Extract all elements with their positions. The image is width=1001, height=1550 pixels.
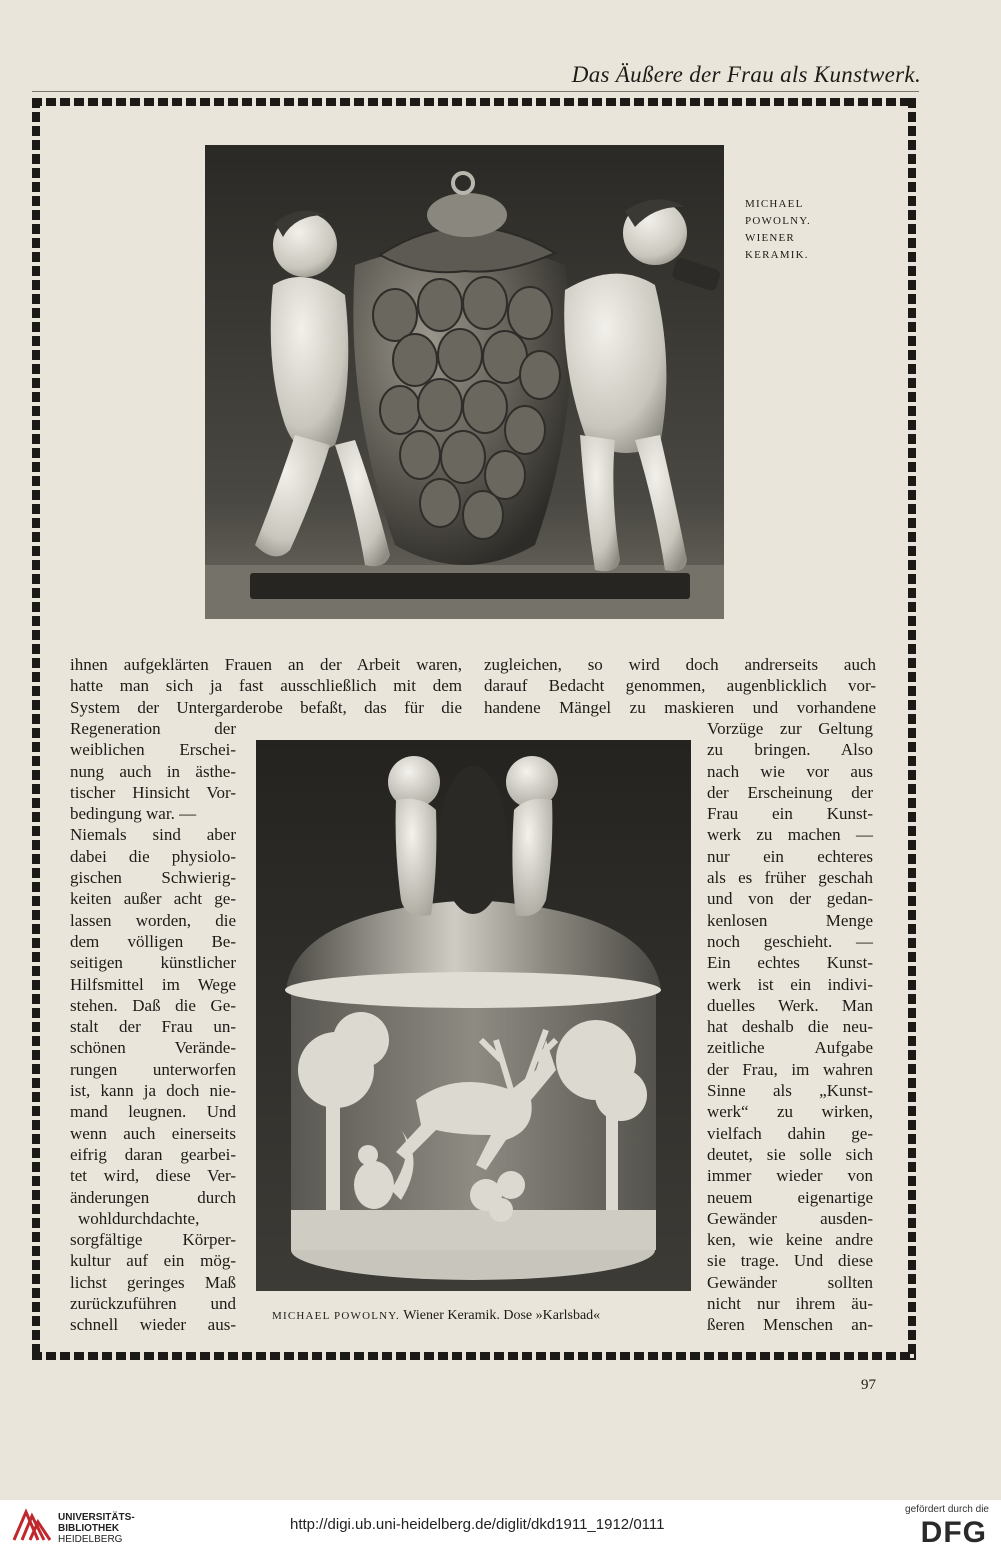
text-line: darauf Bedacht genommen, augenblicklich vor- — [484, 676, 876, 696]
caption-artist: MICHAEL POWOLNY. — [272, 1310, 400, 1322]
text-line: Frau ein Kunst- — [707, 804, 873, 824]
text-line: werk“ zu wirken, — [707, 1102, 873, 1122]
text-line: Regeneration der — [70, 719, 236, 738]
text-line: Vorzüge zur Geltung — [707, 719, 873, 738]
text-line: sie trage. Und diese — [707, 1251, 873, 1271]
border-left — [32, 98, 40, 1360]
photo-grape-vessel — [205, 145, 724, 619]
text-line: Hilfsmittel im Wege — [70, 974, 236, 994]
text-line: ihnen aufgeklärten Frauen an der Arbeit waren, — [70, 655, 462, 674]
header-rule — [32, 91, 919, 92]
caption-line: WIENER — [745, 232, 795, 244]
university-library-logo-icon — [10, 1506, 54, 1546]
text-line: deutet, sie solle sich — [707, 1144, 873, 1164]
page-number: 97 — [861, 1377, 876, 1393]
digital-copy-link[interactable]: http://digi.ub.uni-heidelberg.de/diglit/dkd1911_1912/0111 — [290, 1516, 665, 1533]
text-line: änderungen durch — [70, 1187, 236, 1207]
footer-bar — [0, 1500, 1001, 1550]
text-line: nach wie vor aus — [707, 761, 873, 781]
text-line: Gewänder sollten — [707, 1272, 873, 1292]
text-line: zugleichen, so wird doch andrerseits auch — [484, 655, 876, 674]
text-line: keiten außer acht ge- — [70, 889, 236, 909]
text-line: dem völligen Be- — [70, 931, 236, 951]
text-line: ßeren Menschen an- — [707, 1315, 873, 1335]
text-line: ist, kann ja doch nie- — [70, 1081, 236, 1101]
text-line: wohldurchdachte, — [78, 1208, 200, 1228]
library-name — [58, 1512, 135, 1545]
text-line: Ein echtes Kunst- — [707, 953, 873, 973]
text-line: wenn auch einerseits — [70, 1123, 236, 1143]
text-line: rungen unterworfen — [70, 1059, 236, 1079]
text-line: hat deshalb die neu- — [707, 1017, 873, 1037]
text-line: nung auch in ästhe- — [70, 761, 236, 781]
text-line: seitigen künstlicher — [70, 953, 236, 973]
library-line: HEIDELBERG — [58, 1534, 123, 1545]
text-line: zeitliche Aufgabe — [707, 1038, 873, 1058]
border-right — [908, 98, 916, 1360]
text-line: handene Mängel zu maskieren und vorhandene — [484, 697, 876, 717]
funding-note: gefördert durch die — [905, 1504, 989, 1515]
border-top — [32, 98, 916, 106]
caption-line: POWOLNY. — [745, 215, 811, 227]
left-column-top — [70, 654, 462, 718]
photo-karlsbad-box — [256, 740, 691, 1291]
text-line: zu bringen. Also — [707, 740, 873, 760]
text-line: neuem eigenartige — [707, 1187, 873, 1207]
library-line: UNIVERSITÄTS- — [58, 1512, 135, 1523]
text-line: gischen Schwierig- — [70, 868, 236, 888]
text-line: stehen. Daß die Ge- — [70, 995, 236, 1015]
text-line: duelles Werk. Man — [707, 995, 873, 1015]
text-line: als es früher geschah — [707, 868, 873, 888]
left-column-narrow — [70, 718, 236, 1336]
caption-line: MICHAEL — [745, 198, 804, 210]
text-line: immer wieder von — [707, 1166, 873, 1186]
text-line: stalt der Frau un- — [70, 1017, 236, 1037]
text-line: dabei die physiolo- — [70, 846, 236, 866]
caption-line: KERAMIK. — [745, 249, 809, 261]
text-line: Gewänder ausden- — [707, 1208, 873, 1228]
text-line: nur ein echteres — [707, 846, 873, 866]
text-line: mand leugnen. Und — [70, 1102, 236, 1122]
text-line: schnell wieder aus- — [70, 1315, 236, 1335]
text-line: vielfach dahin ge- — [707, 1123, 873, 1143]
text-line: der Erscheinung der — [707, 782, 873, 802]
text-line: und von der gedan- — [707, 889, 873, 909]
text-line: noch geschieht. — — [707, 931, 873, 951]
text-line: System der Untergarderobe befaßt, das für die — [70, 697, 462, 717]
text-line: weiblichen Erschei- — [70, 740, 236, 760]
right-column-top — [484, 654, 876, 718]
text-line: Sinne als „Kunst- — [707, 1081, 873, 1101]
bottom-figure-caption — [272, 1308, 692, 1324]
right-column-narrow — [707, 718, 873, 1336]
text-line: nicht nur ihrem äu- — [707, 1294, 873, 1314]
running-title: Das Äußere der Frau als Kunstwerk. — [571, 62, 921, 87]
text-line: zurückzuführen und — [70, 1294, 236, 1314]
text-line: werk ist ein indivi- — [707, 974, 873, 994]
text-line: bedingung war. — — [70, 804, 197, 824]
text-line: tischer Hinsicht Vor- — [70, 782, 236, 802]
text-line: lassen worden, die — [70, 910, 236, 930]
text-line: hatte man sich ja fast ausschließlich mit dem — [70, 676, 462, 696]
text-line: schönen Verände- — [70, 1038, 236, 1058]
caption-title: Wiener Keramik. Dose »Karlsbad« — [403, 1308, 601, 1323]
library-line: BIBLIOTHEK — [58, 1523, 120, 1534]
text-line: eifrig daran gearbei- — [70, 1144, 236, 1164]
text-line: sorgfältige Körper- — [70, 1230, 236, 1250]
top-figure-caption — [745, 196, 855, 264]
text-line: der Frau, im wahren — [707, 1059, 873, 1079]
text-line: Niemals sind aber — [70, 825, 236, 845]
text-line: kultur auf ein mög- — [70, 1251, 236, 1271]
text-line: lichst geringes Maß — [70, 1272, 236, 1292]
text-line: kenlosen Menge — [707, 910, 873, 930]
text-line: tet wird, diese Ver- — [70, 1166, 236, 1186]
text-line: werk zu machen — — [707, 825, 873, 845]
text-line: ken, wie keine andre — [707, 1230, 873, 1250]
dfg-logo: DFG — [920, 1516, 987, 1549]
border-bottom — [32, 1352, 916, 1360]
